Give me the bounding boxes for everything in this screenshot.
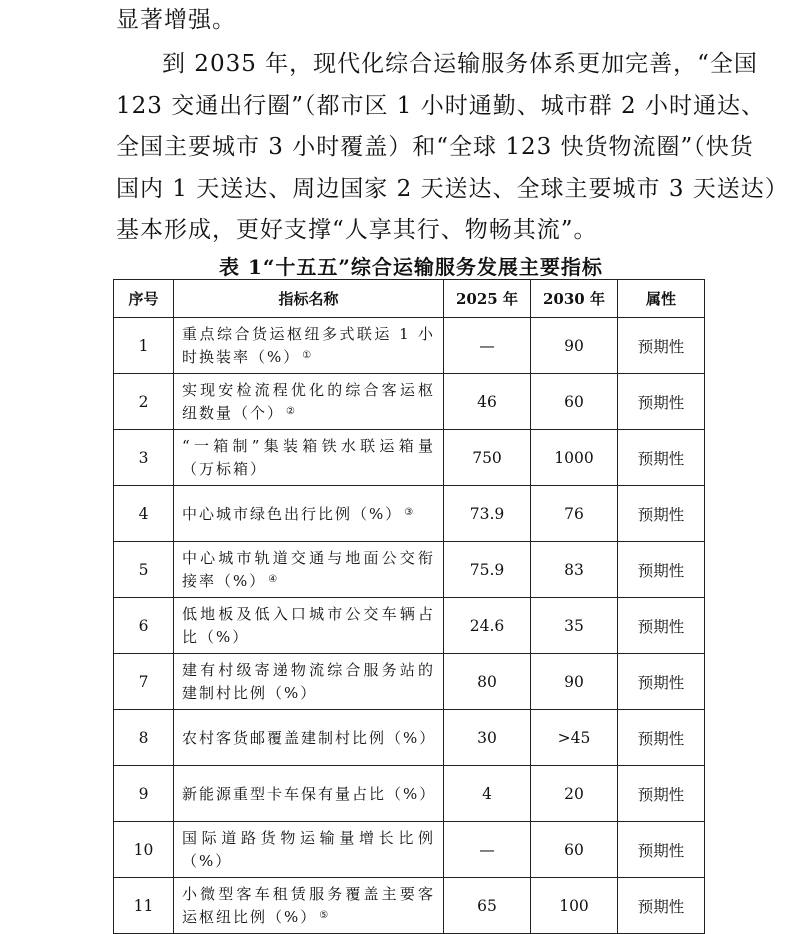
cell-name [174,430,444,486]
footnote-marker: ① [302,350,312,361]
cell-2030: 60 [531,822,618,878]
cell-name [174,542,444,598]
cell-2030: 100 [531,878,618,934]
indicator-table [113,279,705,934]
cell-2025: 46 [444,374,531,430]
cell-name [174,486,444,542]
cell-2030: 83 [531,542,618,598]
indicator-name: 低地板及低入口城市公交车辆占比（%） [182,605,435,646]
paragraph-fragment [116,0,706,42]
cell-name [174,374,444,430]
cell-2030: 90 [531,654,618,710]
cell-2025: 30 [444,710,531,766]
table-row [114,542,705,598]
cell-2025: 4 [444,766,531,822]
indicator-name: 重点综合货运枢纽多式联运 1 小时换装率（%） [182,325,435,366]
cell-name [174,710,444,766]
cell-seq: 6 [114,598,174,654]
cell-2025: — [444,822,531,878]
cell-2030: 90 [531,318,618,374]
cell-2025: 750 [444,430,531,486]
cell-2025: 65 [444,878,531,934]
cell-2025: 73.9 [444,486,531,542]
cell-attr: 预期性 [618,542,705,598]
cell-seq: 1 [114,318,174,374]
cell-2030: 76 [531,486,618,542]
table-row [114,374,705,430]
cell-attr: 预期性 [618,822,705,878]
cell-2030: 20 [531,766,618,822]
indicator-name: “一箱制”集装箱铁水联运箱量（万标箱） [182,437,435,478]
cell-seq: 8 [114,710,174,766]
cell-attr: 预期性 [618,318,705,374]
indicator-name: 国际道路货物运输量增长比例（%） [182,829,435,870]
cell-name [174,822,444,878]
cell-name [174,878,444,934]
indicator-name: 中心城市轨道交通与地面公交衔接率（%） [182,549,435,590]
cell-attr: 预期性 [618,878,705,934]
table-row [114,766,705,822]
cell-attr: 预期性 [618,374,705,430]
cell-2025: 24.6 [444,598,531,654]
table-row [114,430,705,486]
paragraph-line: 123 交通出行圈”（都市区 1 小时通勤、城市群 2 小时通达、 [116,92,765,119]
cell-seq: 11 [114,878,174,934]
cell-seq: 2 [114,374,174,430]
cell-attr: 预期性 [618,654,705,710]
indicator-name: 农村客货邮覆盖建制村比例（%） [182,729,437,747]
footnote-marker: ③ [404,507,414,518]
cell-name [174,766,444,822]
cell-2030: 1000 [531,430,618,486]
cell-name [174,318,444,374]
footnote-marker: ④ [268,574,278,585]
header-2025: 2025 年 [444,280,531,318]
paragraph-line: 到 2035 年，现代化综合运输服务体系更加完善，“全国 [162,51,758,77]
header-2030: 2030 年 [531,280,618,318]
cell-attr: 预期性 [618,598,705,654]
footnote-marker: ⑤ [319,910,329,921]
table-row [114,710,705,766]
footnote-marker: ② [286,406,295,417]
cell-2025: 75.9 [444,542,531,598]
cell-seq: 9 [114,766,174,822]
cell-2030: 35 [531,598,618,654]
cell-name [174,598,444,654]
cell-seq: 5 [114,542,174,598]
header-seq: 序号 [114,280,174,318]
cell-2025: 80 [444,654,531,710]
cell-attr: 预期性 [618,710,705,766]
table-row [114,654,705,710]
cell-attr: 预期性 [618,430,705,486]
table-header-row [114,280,705,318]
paragraph-line: 国内 1 天送达、周边国家 2 天送达、全球主要城市 3 天送达） [116,175,789,202]
header-name: 指标名称 [174,280,444,318]
cell-2030: 60 [531,374,618,430]
paragraph-line: 显著增强。 [116,7,236,33]
table-row [114,598,705,654]
cell-attr: 预期性 [618,766,705,822]
table-caption: 表 1“十五五”综合运输服务发展主要指标 [219,255,603,279]
table-row [114,318,705,374]
indicator-name: 新能源重型卡车保有量占比（%） [182,785,437,803]
indicator-name: 实现安检流程优化的综合客运枢纽数量（个） [182,381,435,422]
table-row [114,486,705,542]
paragraph-line: 基本形成，更好支撑“人享其行、物畅其流”。 [116,217,598,243]
cell-attr: 预期性 [618,486,705,542]
cell-seq: 3 [114,430,174,486]
cell-seq: 7 [114,654,174,710]
paragraph-2035-goal [116,44,789,252]
indicator-name: 小微型客车租赁服务覆盖主要客运枢纽比例（%） [182,885,435,926]
cell-2025: — [444,318,531,374]
cell-seq: 4 [114,486,174,542]
indicator-name: 中心城市绿色出行比例（%） [182,505,403,523]
table-row [114,878,705,934]
cell-2030: >45 [531,710,618,766]
cell-seq: 10 [114,822,174,878]
indicator-name: 建有村级寄递物流综合服务站的建制村比例（%） [182,661,435,702]
table-row [114,822,705,878]
cell-name [174,654,444,710]
paragraph-line: 全国主要城市 3 小时覆盖）和“全球 123 快货物流圈”（快货 [116,134,754,160]
header-attr: 属性 [618,280,705,318]
